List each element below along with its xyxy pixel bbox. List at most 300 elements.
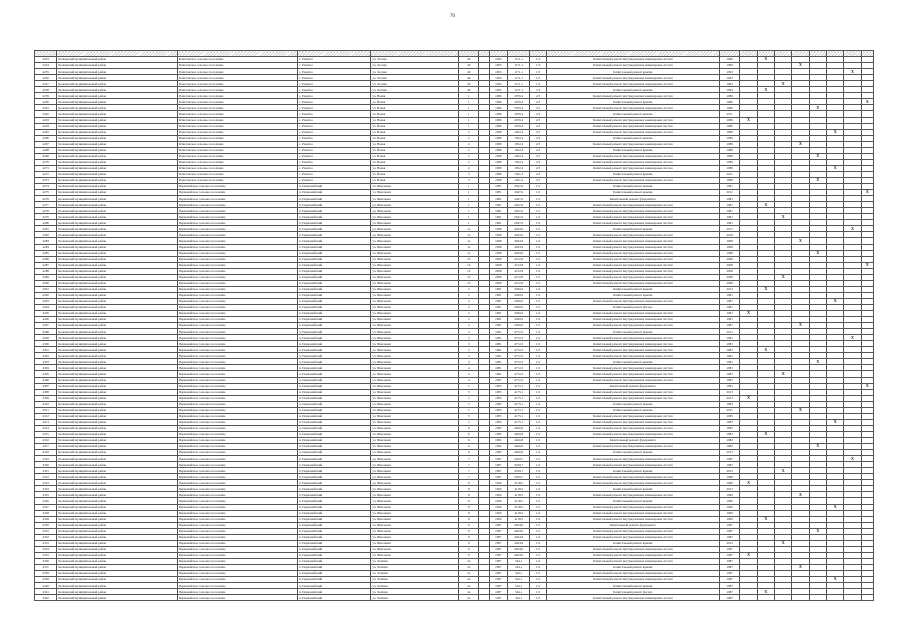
table-cell: 4331 (35, 528, 57, 534)
table-cell: 4152,8 (507, 280, 529, 286)
table-cell: Кочковский муниципальный район (57, 504, 177, 510)
table-cell: 2647,6 (507, 196, 529, 202)
table-cell: ул. Новая (371, 99, 459, 105)
table-cell: Кочковский муниципальный район (57, 413, 177, 419)
table-cell: Капитальный ремонт внутридомовых инженерных систем (546, 571, 719, 577)
table-cell: 1/2 (530, 462, 546, 468)
table-cell: 4772,2 (507, 335, 529, 341)
table-cell: Решетовское сельское поселение (177, 171, 297, 177)
table-cell: Капитальный ремонт внутридомовых инженерных систем (546, 341, 719, 347)
table-cell: 2008 (719, 256, 739, 262)
table-cell: 4296 (35, 317, 57, 323)
table-cell: 1/2 (530, 371, 546, 377)
table-cell: Капитальный ремонт крыши (546, 468, 719, 474)
table-cell: п. Первомайский (297, 486, 370, 492)
table-cell: 4255 (35, 69, 57, 75)
table-cell: п. Первомайский (297, 292, 370, 298)
table-cell: 1999 (719, 57, 739, 63)
table-cell: ул. Школьная (371, 292, 459, 298)
table-cell: п. Первомайский (297, 425, 370, 431)
table-cell (826, 595, 843, 601)
table-cell: Кочковский муниципальный район (57, 317, 177, 323)
table-cell: 4341 (35, 589, 57, 595)
table-cell: 1987 (489, 522, 507, 528)
work-mark: X (844, 226, 861, 232)
table-cell: Решетовское сельское поселение (177, 75, 297, 81)
table-cell: 1983 (719, 401, 739, 407)
table-cell: 2018 (719, 232, 739, 238)
table-cell: 2 (459, 292, 479, 298)
table-cell: ул. Школьная (371, 522, 459, 528)
table-cell: 1981 (719, 298, 739, 304)
table-cell: 1993 (489, 75, 507, 81)
table-cell (861, 595, 873, 601)
table-cell: Кочковский муниципальный район (57, 395, 177, 401)
table-cell: 4626,8 (507, 425, 529, 431)
table-cell: 4253 (35, 57, 57, 63)
table-cell: ул. Школьная (371, 286, 459, 292)
table-cell: 544,1 (507, 583, 529, 589)
table-cell: п. Первомайский (297, 341, 370, 347)
table-cell: 1986 (489, 111, 507, 117)
table-cell: 3 (459, 353, 479, 359)
table-cell: Первомайское сельское поселение (177, 540, 297, 546)
table-cell: 1990 (489, 516, 507, 522)
table-cell: Кочковский муниципальный район (57, 450, 177, 456)
work-mark: X (826, 419, 843, 425)
table-cell: 1986 (719, 105, 739, 111)
table-cell: 1 (459, 202, 479, 208)
table-cell: 1987 (489, 558, 507, 564)
table-cell: 1983 (489, 419, 507, 425)
table-cell: 1/2 (530, 280, 546, 286)
table-cell: 4286 (35, 256, 57, 262)
table-cell: Кочковский муниципальный район (57, 522, 177, 528)
table-cell: 4264,9 (507, 534, 529, 540)
table-cell: 1993 (719, 87, 739, 93)
table-cell: ул. Школьная (371, 341, 459, 347)
table-cell: 4262 (35, 111, 57, 117)
table-cell: Решетовское сельское поселение (177, 87, 297, 93)
table-cell: 1б (459, 268, 479, 274)
table-cell: 1/2 (530, 510, 546, 516)
table-cell: 4772,2 (507, 329, 529, 335)
work-mark: X (740, 480, 757, 486)
table-cell: с. Решеты (297, 177, 370, 183)
table-cell: Решетовское сельское поселение (177, 81, 297, 87)
table-cell: ул. Школьная (371, 220, 459, 226)
table-cell: Капитальный ремонт внутридомовых инженерных систем (546, 57, 719, 63)
table-cell: Кочковский муниципальный район (57, 365, 177, 371)
table-cell: Кочковский муниципальный район (57, 111, 177, 117)
table-cell: 4560,6 (507, 311, 529, 317)
table-cell: 2647,6 (507, 214, 529, 220)
table-cell: 4284 (35, 244, 57, 250)
table-cell: 4772,2 (507, 341, 529, 347)
table-cell: 1998 (719, 244, 739, 250)
table-cell: п. Первомайский (297, 268, 370, 274)
table-cell: Решетовское сельское поселение (177, 117, 297, 123)
table-cell: 1б (459, 262, 479, 268)
table-cell: п. Первомайский (297, 196, 370, 202)
table-cell: 1/2 (530, 438, 546, 444)
table-cell: п. Первомайский (297, 401, 370, 407)
table-cell: 1952,4 (507, 135, 529, 141)
table-cell: 1/2 (530, 347, 546, 353)
table-cell: Капитальный ремонт внутридомовых инженерных систем (546, 177, 719, 183)
table-cell: 4560,6 (507, 304, 529, 310)
table-cell: 4320 (35, 462, 57, 468)
table-cell: 5 (459, 407, 479, 413)
table-cell: Капитальный ремонт крыши (546, 292, 719, 298)
table-cell: ул. Новая (371, 135, 459, 141)
table-cell: Первомайское сельское поселение (177, 268, 297, 274)
table-cell: 2070,4 (507, 105, 529, 111)
table-cell: Первомайское сельское поселение (177, 208, 297, 214)
table-cell: 2 (459, 147, 479, 153)
table-cell: Кочковский муниципальный район (57, 371, 177, 377)
table-cell: п. Первомайский (297, 492, 370, 498)
table-cell: 1987 (719, 534, 739, 540)
table-cell: Первомайское сельское поселение (177, 244, 297, 250)
table-cell: 1/2 (530, 558, 546, 564)
table-cell: 40 (459, 87, 479, 93)
table-cell: 1987 (719, 456, 739, 462)
table-cell: Капитальный ремонт внутридомовых инженерных систем (546, 244, 719, 250)
table-cell: 4152,8 (507, 268, 529, 274)
table-cell: 1981 (719, 202, 739, 208)
table-cell: 1 (459, 123, 479, 129)
table-cell: 4316 (35, 438, 57, 444)
work-mark: X (775, 540, 792, 546)
table-cell: 1981 (489, 317, 507, 323)
table-cell: 1561,4 (507, 177, 529, 183)
table-cell: 1981 (719, 220, 739, 226)
table-cell: 1993 (489, 57, 507, 63)
table-cell: Капитальный ремонт внутридомовых инженерных систем (546, 317, 719, 323)
table-cell: 5 (459, 389, 479, 395)
table-cell: 1а (459, 250, 479, 256)
table-cell: Первомайское сельское поселение (177, 262, 297, 268)
table-cell (479, 595, 489, 601)
table-cell: Капитальный ремонт крыши (546, 87, 719, 93)
table-cell: Кочковский муниципальный район (57, 63, 177, 69)
table-cell: 1/2 (530, 498, 546, 504)
table-cell: 4306 (35, 377, 57, 383)
table-cell: 1983 (489, 413, 507, 419)
table-cell: Капитальный ремонт внутридомовых инженерных систем (546, 268, 719, 274)
table-cell: 1993 (489, 69, 507, 75)
table-cell: Капитальный ремонт крыши (546, 147, 719, 153)
work-mark: X (826, 577, 843, 583)
table-cell: Решетовское сельское поселение (177, 165, 297, 171)
table-row (35, 595, 874, 601)
table-cell: 7 (459, 462, 479, 468)
table-cell: ул. Новая (371, 129, 459, 135)
table-cell: 40 (459, 75, 479, 81)
table-cell: Решетовское сельское поселение (177, 93, 297, 99)
table-cell: Капитальный ремонт фундамента (546, 383, 719, 389)
table-cell: 1/2 (530, 540, 546, 546)
table-cell: 1987 (719, 577, 739, 583)
table-cell: Первомайское сельское поселение (177, 595, 297, 601)
table-cell: 4279 (35, 214, 57, 220)
table-cell: 1/2 (530, 292, 546, 298)
table-cell: 4332 (35, 534, 57, 540)
table-cell: п. Первомайский (297, 480, 370, 486)
table-cell: ул. Школьная (371, 238, 459, 244)
table-cell: 1171,1 (507, 87, 529, 93)
table-cell: Капитальный ремонт внутридомовых инженерных систем (546, 250, 719, 256)
table-cell: Кочковский муниципальный район (57, 81, 177, 87)
table-cell: Кочковский муниципальный район (57, 208, 177, 214)
table-cell: Первомайское сельское поселение (177, 480, 297, 486)
table-cell: ул. Новая (371, 159, 459, 165)
table-cell: 4267 (35, 141, 57, 147)
table-cell: 1171,1 (507, 69, 529, 75)
table-cell: ул. Школьная (371, 226, 459, 232)
table-cell: 9 (459, 540, 479, 546)
work-mark: X (861, 383, 873, 389)
table-cell: Решетовское сельское поселение (177, 177, 297, 183)
table-cell: Капитальный ремонт крыши (546, 329, 719, 335)
table-cell: 5 (459, 383, 479, 389)
work-mark: X (861, 99, 873, 105)
table-cell: Капитальный ремонт крыши (546, 135, 719, 141)
table-cell: 1/2 (530, 589, 546, 595)
table-cell: п. Первомайский (297, 298, 370, 304)
table-cell: 1981 (489, 341, 507, 347)
table-cell: Кочковский муниципальный район (57, 456, 177, 462)
table-cell: Первомайское сельское поселение (177, 407, 297, 413)
table-cell: Первомайское сельское поселение (177, 232, 297, 238)
table-cell: Капитальный ремонт внутридомовых инженерных систем (546, 93, 719, 99)
table-cell: Капитальный ремонт внутридомовых инженерных систем (546, 347, 719, 353)
work-mark: X (792, 323, 809, 329)
table-cell: 1987 (489, 528, 507, 534)
table-cell: Капитальный ремонт крыши (546, 184, 719, 190)
table-cell: 3 (459, 341, 479, 347)
table-cell: Первомайское сельское поселение (177, 214, 297, 220)
work-mark: X (775, 81, 792, 87)
page-number: 70 (450, 14, 455, 19)
table-cell: 2013 (719, 450, 739, 456)
table-cell: 1б (459, 256, 479, 262)
table-cell: п. Первомайский (297, 589, 370, 595)
table-cell: 1/2 (530, 419, 546, 425)
table-cell: 4302 (35, 353, 57, 359)
table-cell: 3 (459, 335, 479, 341)
table-cell: 4308 (35, 389, 57, 395)
table-cell: ул. Школьная (371, 498, 459, 504)
table-cell: 544,1 (507, 558, 529, 564)
table-cell: 7 (459, 474, 479, 480)
table-cell: 1986 (489, 117, 507, 123)
table-cell: 1990 (489, 510, 507, 516)
table-cell: 1981 (489, 377, 507, 383)
table-cell: Кочковский муниципальный район (57, 226, 177, 232)
table-cell: ул. Лесная (371, 87, 459, 93)
table-cell: 1989 (719, 165, 739, 171)
table-cell: Первомайское сельское поселение (177, 492, 297, 498)
table-cell: 4326 (35, 498, 57, 504)
table-cell: 1987 (489, 571, 507, 577)
table-cell: с. Решеты (297, 63, 370, 69)
table-cell: Кочковский муниципальный район (57, 202, 177, 208)
table-cell: ул. Школьная (371, 323, 459, 329)
table-cell: 4317 (35, 444, 57, 450)
table-cell: 2647,6 (507, 190, 529, 196)
table-cell: 1982 (719, 444, 739, 450)
table-cell: 1 (459, 196, 479, 202)
table-cell: 1981 (719, 371, 739, 377)
work-mark: X (792, 407, 809, 413)
table-cell: Капитальный ремонт внутридомовых инженерных систем (546, 141, 719, 147)
table-cell: 1981 (719, 365, 739, 371)
table-cell: 1981 (489, 196, 507, 202)
table-cell: Капитальный ремонт крыши (546, 407, 719, 413)
table-cell: 1981 (719, 317, 739, 323)
table-cell: 2012 (719, 329, 739, 335)
table-cell: 4263 (35, 117, 57, 123)
table-cell: 4118,5 (507, 504, 529, 510)
table-cell: 1/2 (530, 244, 546, 250)
work-mark: X (792, 564, 809, 570)
table-cell: 1/3 (530, 57, 546, 63)
table-cell: Решетовское сельское поселение (177, 105, 297, 111)
table-cell: п. Первомайский (297, 359, 370, 365)
work-mark: X (826, 129, 843, 135)
table-cell: Капитальный ремонт внутридомовых инженерных систем (546, 371, 719, 377)
table-cell: ул. Школьная (371, 304, 459, 310)
table-cell: 1987 (719, 546, 739, 552)
table-cell: 1 (459, 214, 479, 220)
table-cell: 2008 (719, 280, 739, 286)
table-cell: Первомайское сельское поселение (177, 353, 297, 359)
table-cell: 4301 (35, 347, 57, 353)
table-cell: 1987 (489, 552, 507, 558)
table-cell: с. Решеты (297, 171, 370, 177)
table-cell: с. Решеты (297, 147, 370, 153)
table-cell: Капитальный ремонт внутридомовых инженерных систем (546, 353, 719, 359)
table-cell: 1/2 (530, 377, 546, 383)
table-cell: 4118,5 (507, 486, 529, 492)
table-cell: 2013 (719, 286, 739, 292)
table-cell: 4289 (35, 274, 57, 280)
table-cell: п. Первомайский (297, 335, 370, 341)
table-cell: Первомайское сельское поселение (177, 419, 297, 425)
table-cell: п. Первомайский (297, 238, 370, 244)
table-cell: 2647,6 (507, 184, 529, 190)
table-cell: Решетовское сельское поселение (177, 111, 297, 117)
table-cell: п. Первомайский (297, 468, 370, 474)
table-cell: 1/2 (530, 577, 546, 583)
table-cell: с. Решеты (297, 81, 370, 87)
table-cell: с. Решеты (297, 99, 370, 105)
table-cell: Кочковский муниципальный район (57, 407, 177, 413)
table-cell: Кочковский муниципальный район (57, 558, 177, 564)
table-cell: 1983 (489, 395, 507, 401)
table-cell: Первомайское сельское поселение (177, 190, 297, 196)
table-cell: 4152,8 (507, 256, 529, 262)
table-cell: 4297 (35, 323, 57, 329)
table-cell: 4283 (35, 238, 57, 244)
table-cell: 4118,5 (507, 516, 529, 522)
table-cell: Решетовское сельское поселение (177, 159, 297, 165)
table-cell: 4043,9 (507, 232, 529, 238)
table-cell: 1981 (489, 347, 507, 353)
table-cell: Первомайское сельское поселение (177, 510, 297, 516)
table-cell: Первомайское сельское поселение (177, 196, 297, 202)
table-cell: Первомайское сельское поселение (177, 395, 297, 401)
table-cell: с. Решеты (297, 165, 370, 171)
table-cell: Решетовское сельское поселение (177, 123, 297, 129)
table-cell: ул. Школьная (371, 492, 459, 498)
table-cell: 4329 (35, 516, 57, 522)
table-cell: 1/2 (530, 528, 546, 534)
table-cell: 4260 (35, 99, 57, 105)
table-cell: Кочковский муниципальный район (57, 256, 177, 262)
table-cell: Капитальный ремонт внутридомовых инженерных систем (546, 274, 719, 280)
table-cell: 1981 (489, 298, 507, 304)
table-cell: 1987 (489, 462, 507, 468)
table-cell: 1171,1 (507, 81, 529, 87)
table-cell: п. Первомайский (297, 528, 370, 534)
table-cell: 1/2 (530, 311, 546, 317)
work-mark: X (775, 214, 792, 220)
table-cell: ул. Школьная (371, 371, 459, 377)
table-cell: ул. Лесная (371, 75, 459, 81)
table-cell: 1/2 (530, 413, 546, 419)
table-cell: п. Первомайский (297, 516, 370, 522)
table-cell: Первомайское сельское поселение (177, 389, 297, 395)
table-cell: Капитальный ремонт внутридомовых инженерных систем (546, 558, 719, 564)
table-cell: 1 (459, 117, 479, 123)
table-cell: Капитальный ремонт крыши (546, 450, 719, 456)
table-cell: Капитальный ремонт внутридомовых инженерных систем (546, 262, 719, 268)
table-cell: 2013 (719, 486, 739, 492)
table-cell: Капитальный ремонт крыши (546, 359, 719, 365)
table-cell: 1982 (489, 431, 507, 437)
table-cell: 1/2 (530, 262, 546, 268)
table-cell: 1987 (719, 558, 739, 564)
table-cell: 4333 (35, 540, 57, 546)
table-cell: ул. Школьная (371, 329, 459, 335)
table-cell: ул. Школьная (371, 407, 459, 413)
table-cell: 5 (459, 413, 479, 419)
table-cell: 4307 (35, 383, 57, 389)
table-cell: Кочковский муниципальный район (57, 341, 177, 347)
table-cell: Капитальный ремонт фасада (546, 589, 719, 595)
table-cell: 1989 (489, 159, 507, 165)
table-cell: ул. Школьная (371, 377, 459, 383)
table-cell: 4772,2 (507, 365, 529, 371)
table-cell: 4275 (35, 190, 57, 196)
table-cell: 1987 (489, 540, 507, 546)
table-cell: 1/2 (530, 474, 546, 480)
table-cell: п. Первомайский (297, 564, 370, 570)
table-cell: Капитальный ремонт внутридомовых инженерных систем (546, 419, 719, 425)
table-cell: 1986 (489, 93, 507, 99)
table-cell: 1/2 (530, 190, 546, 196)
table-cell: 1952,4 (507, 129, 529, 135)
table-cell: п. Первомайский (297, 546, 370, 552)
table-cell: п. Первомайский (297, 208, 370, 214)
table-cell: п. Первомайский (297, 389, 370, 395)
table-cell: Кочковский муниципальный район (57, 480, 177, 486)
table-cell: 5 (459, 401, 479, 407)
table-cell: 1990 (489, 480, 507, 486)
